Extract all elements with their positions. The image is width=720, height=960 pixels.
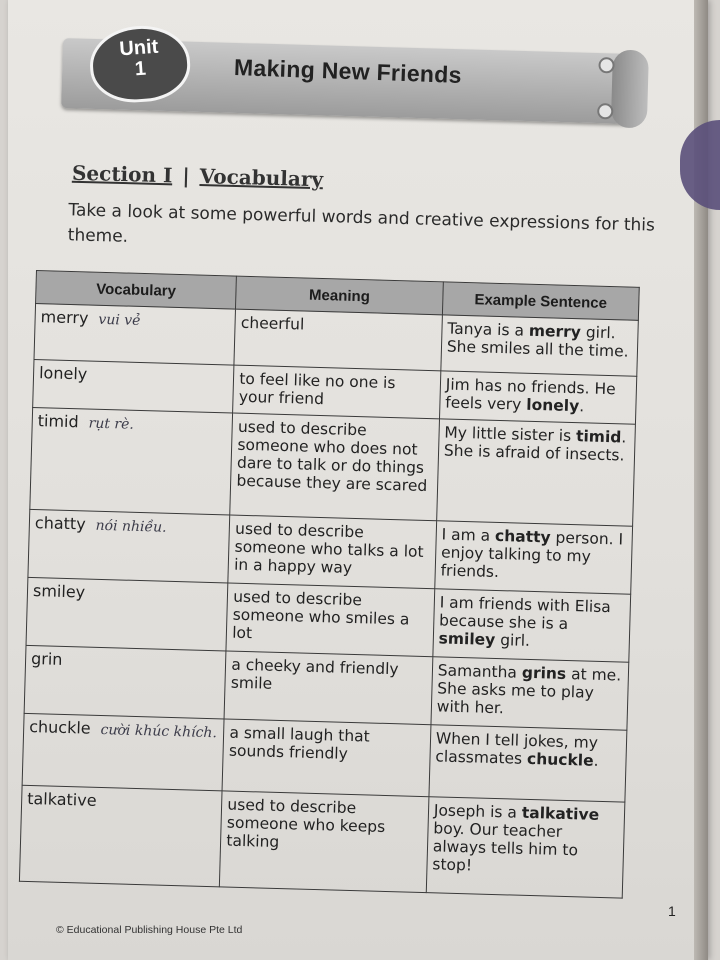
example-keyword: grins xyxy=(521,663,567,683)
copyright-footer: © Educational Publishing House Pte Ltd xyxy=(56,924,243,936)
banner-scroll-curl xyxy=(611,49,649,128)
banner-rivet-icon xyxy=(597,103,613,119)
example-cell: I am a chatty person. I enjoy talking to my friends. xyxy=(435,521,633,594)
example-keyword: chuckle xyxy=(526,749,594,770)
example-keyword: lonely xyxy=(526,395,580,416)
vocab-word: grin xyxy=(30,649,63,669)
example-cell: I am friends with Elisa because she is a smiley girl. xyxy=(433,589,631,662)
vocab-cell xyxy=(30,407,233,515)
unit-title: Making New Friends xyxy=(233,54,463,88)
table-row xyxy=(19,785,624,898)
example-keyword: smiley xyxy=(438,629,496,649)
example-keyword: timid xyxy=(575,427,622,447)
meaning-cell: a cheeky and friendly smile xyxy=(224,651,432,725)
meaning-cell: a small laugh that sounds friendly xyxy=(222,719,430,797)
meaning-cell: cheerful xyxy=(234,309,442,371)
section-separator: | xyxy=(182,163,190,188)
vocab-word: chatty xyxy=(34,513,86,534)
example-keyword: merry xyxy=(528,321,582,342)
handwritten-note: cười khúc khích. xyxy=(100,721,218,742)
section-name: Vocabulary xyxy=(199,164,324,192)
example-cell: When I tell jokes, my classmates chuckle. xyxy=(429,725,627,802)
vocab-cell xyxy=(19,785,222,887)
section-label: Section I xyxy=(71,160,173,188)
header-example: Example Sentence xyxy=(442,282,639,320)
meaning-cell: to feel like no one is your friend xyxy=(233,365,441,419)
example-cell: My little sister is timid. She is afraid of insects. xyxy=(436,419,635,526)
vocab-cell xyxy=(34,304,236,366)
example-cell: Tanya is a merry girl. She smiles all the time. xyxy=(441,315,639,376)
meaning-cell: used to describe someone who smiles a lot xyxy=(226,583,434,657)
intro-text: Take a look at some powerful words and creative expressions for this theme. xyxy=(67,200,656,247)
header-meaning: Meaning xyxy=(236,276,443,315)
header-vocabulary: Vocabulary xyxy=(36,271,237,310)
vocab-cell xyxy=(24,645,226,719)
unit-number: 1 xyxy=(134,57,147,81)
meaning-cell: used to describe someone who talks a lot in a happy way xyxy=(228,515,436,589)
vocab-cell xyxy=(22,713,224,791)
vocab-cell xyxy=(28,509,230,583)
vocabulary-table-wrapper xyxy=(18,270,676,938)
vocab-word: talkative xyxy=(26,788,97,810)
vocab-word: lonely xyxy=(38,363,88,384)
example-cell: Joseph is a talkative boy. Our teacher always tells him to stop! xyxy=(426,797,625,898)
handwritten-note: rụt rè. xyxy=(88,415,135,433)
vocabulary-table xyxy=(19,270,640,899)
example-cell: Samantha grins at me. She asks me to play with her. xyxy=(431,657,629,730)
meaning-cell: used to describe someone who keeps talking xyxy=(220,791,429,893)
unit-label: Unit xyxy=(118,35,160,61)
example-keyword: chatty xyxy=(494,526,551,547)
vocab-word: timid xyxy=(37,411,79,432)
vocab-word: chuckle xyxy=(28,716,91,738)
example-keyword: talkative xyxy=(521,803,600,824)
vocab-cell xyxy=(26,577,228,651)
example-cell: Jim has no friends. He feels very lonely. xyxy=(439,371,636,424)
vocab-cell xyxy=(33,359,235,413)
page-number: 1 xyxy=(668,903,676,919)
meaning-cell: used to describe someone who does not dare to talk or do things because they are scared xyxy=(230,413,439,521)
handwritten-note: nói nhiều. xyxy=(95,517,167,536)
vocab-word: merry xyxy=(40,307,89,328)
vocab-word: smiley xyxy=(32,581,86,602)
handwritten-note: vui vẻ xyxy=(98,311,141,329)
table-row xyxy=(30,407,636,526)
